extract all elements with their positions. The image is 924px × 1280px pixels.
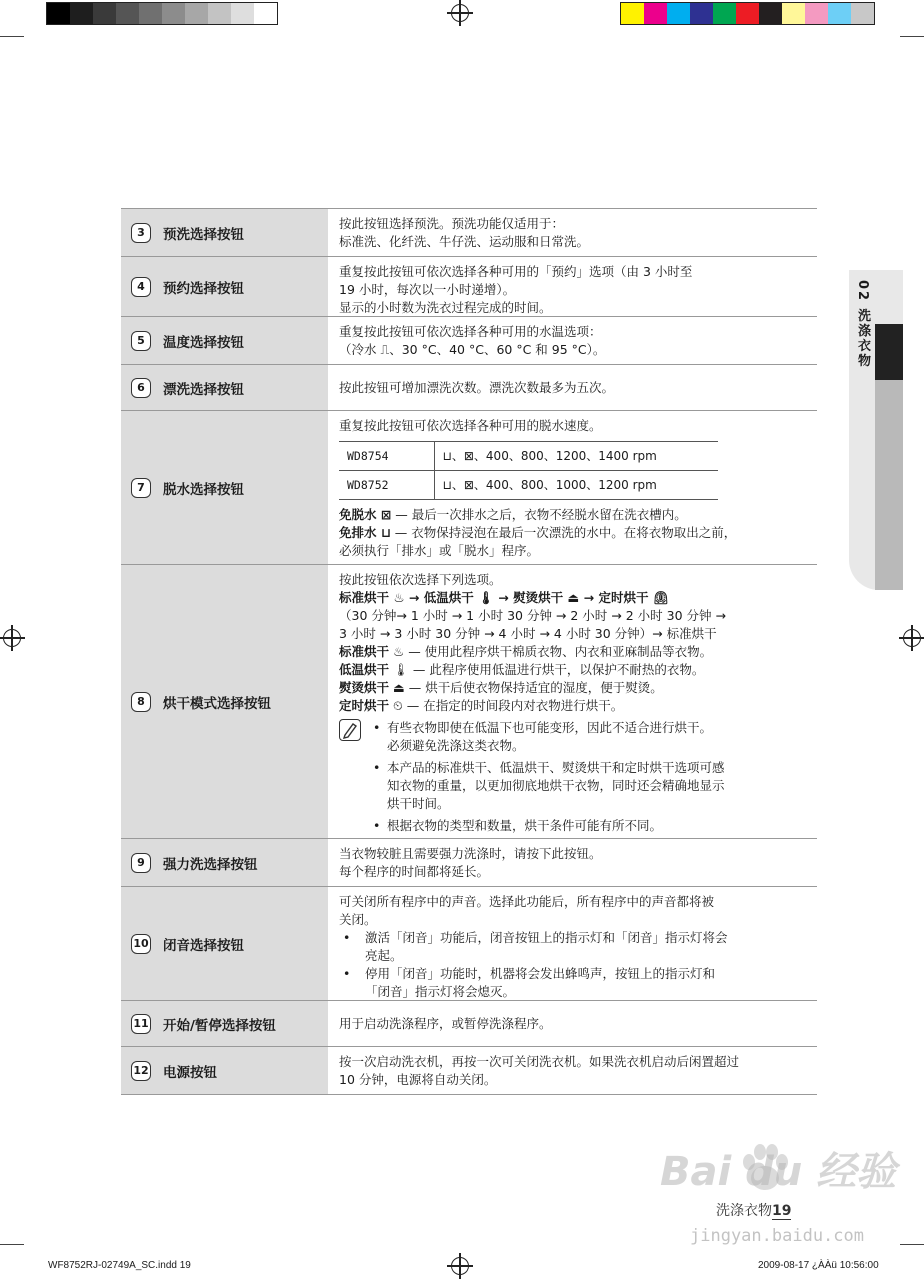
description-line: 按此按钮依次选择下列选项。 [339, 572, 502, 587]
item-number-badge: 6 [131, 378, 151, 398]
gray-swatch [47, 3, 70, 24]
row-label-cell [121, 887, 328, 1000]
row-title: 温度选择按钮 [163, 334, 244, 351]
gray-swatch [185, 3, 208, 24]
note-line: 必须避免洗涤这类衣物。 [387, 738, 525, 753]
row-title: 漂洗选择按钮 [163, 381, 244, 398]
note-item [373, 719, 725, 755]
description-line: 用于启动洗涤程序，或暂停洗涤程序。 [339, 1015, 552, 1031]
table-row [339, 471, 718, 500]
note-line: 烘干时间。 [387, 796, 450, 811]
grayscale-calibration-bar [46, 2, 278, 25]
color-swatch [782, 3, 805, 24]
table-row [121, 1001, 817, 1047]
chapter-tab-label: 02 洗涤衣物 [855, 280, 870, 369]
dry-mode-text: — 使用此程序烘干棉质衣物、内衣和亚麻制品等衣物。 [404, 644, 713, 659]
gray-swatch [116, 3, 139, 24]
color-swatch [828, 3, 851, 24]
gray-swatch [231, 3, 254, 24]
description-line [339, 506, 809, 524]
row-description [328, 839, 817, 886]
dry-mode-line [339, 697, 809, 715]
bullet-list [339, 929, 809, 1001]
dry-mode-icon: 🌡 [393, 662, 409, 677]
row-title: 电源按钮 [163, 1064, 217, 1081]
note-box [339, 719, 809, 839]
no-drain-text: — 衣物保持浸泡在最后一次漂洗的水中。在将衣物取出之前， [390, 525, 737, 540]
row-description [328, 365, 817, 410]
description-line: 19 小时，每次以一小时递增）。 [339, 282, 516, 297]
bullet-line: • 激活「闭音」功能后，闭音按钮上的指示灯和「闭音」指示灯将会 [365, 930, 728, 945]
item-number-badge: 5 [131, 331, 151, 351]
description-line: 按此按钮可增加漂洗次数。漂洗次数最多为五次。 [339, 379, 615, 395]
registration-mark-icon [903, 629, 921, 647]
dry-mode-line [339, 661, 809, 679]
bullet-line: 「闭音」指示灯将会熄灭。 [365, 984, 516, 999]
row-title: 脱水选择按钮 [163, 481, 244, 498]
description-line: 当衣物较脏且需要强力洗涤时，请按下此按钮。 [339, 846, 602, 861]
item-number-badge: 10 [131, 934, 151, 954]
note-line: 知衣物的重量，以更加彻底地烘干衣物，同时还会精确地显示 [387, 778, 725, 793]
description-line: 重复按此按钮可依次选择各种可用的水温选项： [339, 324, 602, 339]
row-label-cell [121, 565, 328, 838]
description-line: 显示的小时数为洗衣过程完成的时间。 [339, 300, 552, 315]
description-line: 重复按此按钮可依次选择各种可用的「预约」选项（由 3 小时至 [339, 264, 693, 279]
crop-mark [0, 36, 24, 37]
table-row [121, 565, 817, 839]
item-number-badge: 12 [131, 1061, 151, 1081]
print-slug-file: WF8752RJ-02749A_SC.indd 19 [48, 1260, 191, 1271]
item-number-badge: 8 [131, 692, 151, 712]
color-swatch [736, 3, 759, 24]
item-number-badge: 9 [131, 853, 151, 873]
registration-mark-icon [451, 4, 469, 22]
bullet-line: • 停用「闭音」功能时，机器将会发出蜂鸣声，按钮上的指示灯和 [365, 966, 716, 981]
item-number-badge: 11 [131, 1014, 151, 1034]
table-row [121, 411, 817, 565]
chapter-tab-strip [875, 380, 903, 590]
color-swatch [667, 3, 690, 24]
speeds-cell: ⊔、⊠、400、800、1000、1200 rpm [434, 471, 718, 500]
dry-mode-text: — 烘干后使衣物保持适宜的湿度，便于熨烫。 [404, 680, 663, 695]
row-label-cell [121, 317, 328, 364]
description-line: 重复按此按钮可依次选择各种可用的脱水速度。 [339, 418, 602, 433]
color-swatch [690, 3, 713, 24]
bullet-line: 亮起。 [365, 948, 403, 963]
dry-mode-icon: ⏏ [393, 680, 405, 695]
button-description-table [121, 208, 817, 1095]
no-drain-label: 免排水 ⊔ [339, 525, 391, 540]
description-line [339, 524, 809, 542]
gray-swatch [254, 3, 277, 24]
note-line: • 本产品的标准烘干、低温烘干、熨烫烘干和定时烘干选项可感 [387, 760, 725, 775]
color-calibration-bar [620, 2, 875, 25]
description-line: 每个程序的时间都将延长。 [339, 864, 490, 879]
row-title: 预洗选择按钮 [163, 226, 244, 243]
registration-mark-icon [3, 629, 21, 647]
row-description [328, 209, 817, 256]
color-swatch [644, 3, 667, 24]
description-line: 关闭。 [339, 912, 377, 927]
no-spin-label: 免脱水 ⊠ [339, 507, 392, 522]
row-title: 预约选择按钮 [163, 280, 244, 297]
crop-mark [0, 1244, 24, 1245]
item-number-badge: 3 [131, 223, 151, 243]
page-number: 19 [772, 1203, 792, 1219]
row-label-cell [121, 839, 328, 886]
row-description [328, 1047, 817, 1094]
dry-sequence-line: （30 分钟→ 1 小时 → 1 小时 30 分钟 → 2 小时 → 2 小时 30 分钟 → [339, 608, 726, 623]
table-row [121, 1047, 817, 1095]
row-label-cell [121, 1001, 328, 1046]
gray-swatch [139, 3, 162, 24]
registration-mark-icon [451, 1257, 469, 1275]
row-description [328, 1001, 817, 1046]
color-swatch [851, 3, 874, 24]
color-swatch [759, 3, 782, 24]
row-label-cell [121, 209, 328, 256]
dry-sequence-line: 3 小时 → 3 小时 30 分钟 → 4 小时 → 4 小时 30 分钟）→ 标准烘干 [339, 626, 717, 641]
chapter-tab-marker [875, 324, 903, 380]
row-description [328, 411, 817, 564]
row-label-cell [121, 411, 328, 564]
watermark-brand: Bai du 经验 [660, 1149, 897, 1195]
row-description [328, 317, 817, 364]
bullet-item [339, 965, 809, 1001]
model-cell: WD8754 [339, 442, 434, 471]
row-description [328, 887, 817, 1000]
note-list [373, 719, 725, 839]
note-item [373, 817, 725, 835]
item-number-badge: 4 [131, 277, 151, 297]
description-line: 必须执行「排水」或「脱水」程序。 [339, 543, 540, 558]
color-swatch [805, 3, 828, 24]
dry-mode-text: — 此程序使用低温进行烘干，以保护不耐热的衣物。 [408, 662, 705, 677]
table-row [121, 257, 817, 317]
print-slug-date: 2009-08-17 ¿ÀÀü 10:56:00 [758, 1260, 879, 1271]
gray-swatch [162, 3, 185, 24]
crop-mark [900, 36, 924, 37]
dry-mode-icon: ♨ [393, 644, 405, 659]
footer-section: 洗涤衣物 [716, 1203, 772, 1219]
gray-swatch [70, 3, 93, 24]
note-line: • 根据衣物的类型和数量，烘干条件可能有所不同。 [387, 818, 663, 833]
note-item [373, 759, 725, 813]
note-pencil-icon [339, 719, 361, 741]
table-row [121, 209, 817, 257]
color-swatch [621, 3, 644, 24]
note-line: • 有些衣物即使在低温下也可能变形，因此不适合进行烘干。 [387, 720, 713, 735]
description-line: 可关闭所有程序中的声音。选择此功能后，所有程序中的声音都将被 [339, 894, 715, 909]
table-row [339, 442, 718, 471]
dry-mode-label: 熨烫烘干 [339, 680, 390, 695]
description-line: 按一次启动洗衣机，再按一次可关闭洗衣机。如果洗衣机启动后闲置超过 [339, 1054, 740, 1069]
no-spin-text: — 最后一次排水之后，衣物不经脱水留在洗衣槽内。 [391, 507, 687, 522]
watermark-url: jingyan.baidu.com [690, 1226, 864, 1246]
table-row [121, 317, 817, 365]
row-title: 强力洗选择按钮 [163, 856, 258, 873]
dry-mode-label: 标准烘干 [339, 644, 390, 659]
table-row [121, 887, 817, 1001]
dry-mode-label: 定时烘干 [339, 698, 390, 713]
item-number-badge: 7 [131, 478, 151, 498]
row-title: 闭音选择按钮 [163, 937, 244, 954]
page-footer [716, 1200, 791, 1220]
table-row [121, 365, 817, 411]
row-title: 烘干模式选择按钮 [163, 695, 271, 712]
row-label-cell [121, 1047, 328, 1094]
gray-swatch [93, 3, 116, 24]
dry-mode-line [339, 643, 809, 661]
dry-sequence-line: 标准烘干 ♨ → 低温烘干 🌡 → 熨烫烘干 ⏏ → 定时烘干 ⏲ [339, 590, 669, 605]
dry-mode-line [339, 679, 809, 697]
dry-mode-text: — 在指定的时间段内对衣物进行烘干。 [402, 698, 624, 713]
dry-mode-icon: ⏲ [393, 698, 403, 713]
description-line: 按此按钮选择预洗。预洗功能仅适用于： [339, 216, 565, 231]
row-description [328, 565, 817, 838]
spin-speed-table [339, 441, 718, 500]
dry-mode-label: 低温烘干 [339, 662, 390, 677]
speeds-cell: ⊔、⊠、400、800、1200、1400 rpm [434, 442, 718, 471]
table-row [121, 839, 817, 887]
row-label-cell [121, 365, 328, 410]
gray-swatch [208, 3, 231, 24]
model-cell: WD8752 [339, 471, 434, 500]
row-description [328, 257, 817, 316]
color-swatch [713, 3, 736, 24]
bullet-item [339, 929, 809, 965]
crop-mark [900, 1244, 924, 1245]
description-line: 10 分钟，电源将自动关闭。 [339, 1072, 497, 1087]
row-label-cell [121, 257, 328, 316]
description-line: 标准洗、化纤洗、牛仔洗、运动服和日常洗。 [339, 234, 590, 249]
row-title: 开始/暂停选择按钮 [163, 1017, 276, 1034]
description-line: （冷水 ⎍、30 °C、40 °C、60 °C 和 95 °C）。 [339, 342, 606, 357]
